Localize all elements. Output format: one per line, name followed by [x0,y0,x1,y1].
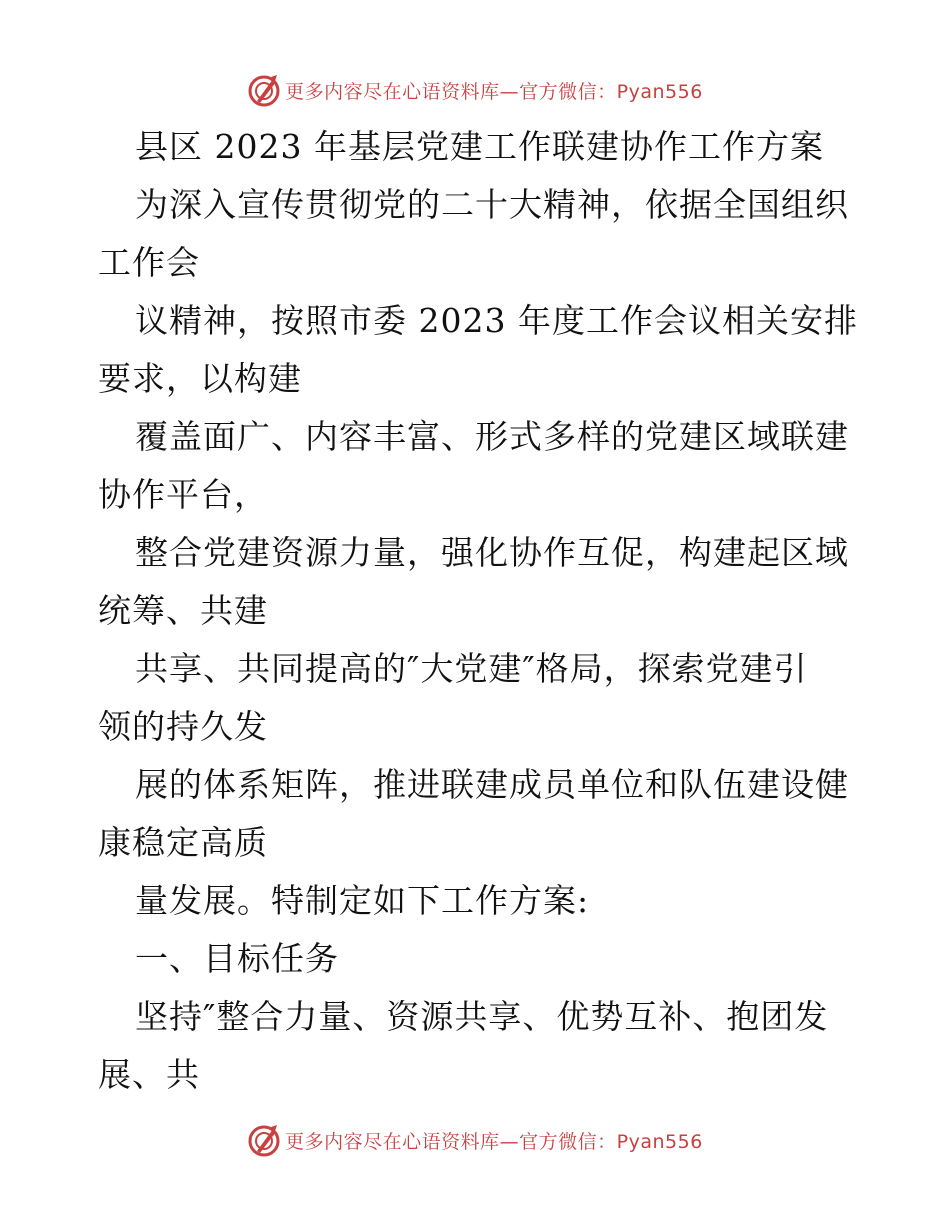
paragraph-line: 坚持″整合力量、资源共享、优势互补、抱团发 [135,997,829,1036]
paragraph-line: 工作会 [98,243,200,282]
section-heading: 一、目标任务 [135,939,339,978]
watermark-text: 更多内容尽在心语资料库—官方微信：Pyan556 [285,1130,703,1153]
watermark-footer [0,1120,950,1160]
watermark-text: 更多内容尽在心语资料库—官方微信：Pyan556 [285,80,703,103]
pen-logo-icon [247,73,281,107]
paragraph-line: 量发展。特制定如下工作方案: [135,881,590,920]
paragraph-line: 展、共 [98,1055,200,1094]
document-title: 县区 2023 年基层党建工作联建协作工作方案 [135,127,824,166]
pen-logo-icon [247,1123,281,1157]
paragraph-line: 展的体系矩阵，推进联建成员单位和队伍建设健 [135,765,849,804]
paragraph-line: 协作平台， [98,475,268,514]
paragraph-line: 要求，以构建 [98,359,302,398]
paragraph-line: 共享、共同提高的″大党建″格局，探索党建引 [135,649,808,688]
paragraph-line: 康稳定高质 [98,823,268,862]
watermark-header [0,70,950,110]
paragraph-line: 领的持久发 [98,707,268,746]
paragraph-line: 整合党建资源力量，强化协作互促，构建起区域 [135,533,849,572]
paragraph-line: 统筹、共建 [98,591,268,630]
paragraph-line: 覆盖面广、内容丰富、形式多样的党建区域联建 [135,417,849,456]
paragraph-line: 议精神，按照市委 2023 年度工作会议相关安排 [135,301,858,340]
paragraph-line: 为深入宣传贯彻党的二十大精神，依据全国组织 [135,185,849,224]
